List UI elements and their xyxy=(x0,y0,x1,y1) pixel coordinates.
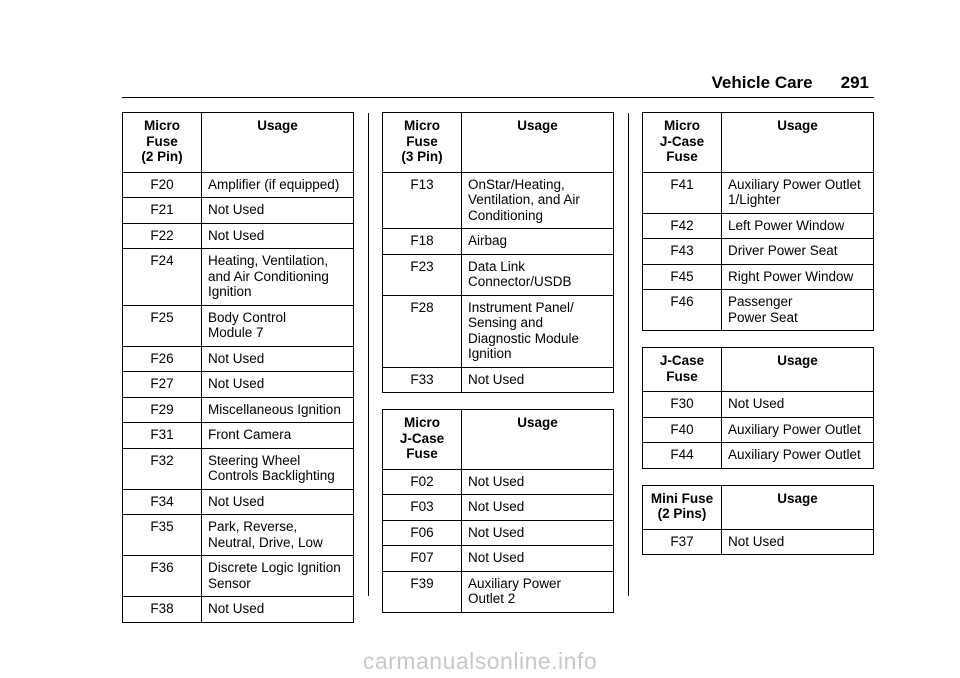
fuse-usage: Heating, Ventilation, and Air Conditioning Ignition xyxy=(202,249,354,306)
column-divider-1 xyxy=(368,113,369,596)
table-row xyxy=(383,495,614,521)
fuse-id: F35 xyxy=(123,515,202,556)
fuse-usage: Auxiliary Power Outlet xyxy=(722,443,874,469)
table-row xyxy=(123,515,354,556)
fuse-usage: Not Used xyxy=(202,346,354,372)
fuse-id: F40 xyxy=(643,417,722,443)
table-row xyxy=(123,372,354,398)
table-row xyxy=(123,198,354,224)
fuse-usage: Data Link Connector/USDB xyxy=(462,254,614,295)
table-header-row xyxy=(643,113,874,173)
page-number: 291 xyxy=(840,73,869,92)
fuse-id: F31 xyxy=(123,423,202,449)
fuse-id: F27 xyxy=(123,372,202,398)
fuse-table xyxy=(642,485,874,556)
fuse-usage: Amplifier (if equipped) xyxy=(202,172,354,198)
fuse-usage: Auxiliary Power Outlet 2 xyxy=(462,571,614,612)
fuse-column-3 xyxy=(642,112,874,571)
table-row xyxy=(643,172,874,213)
fuse-id: F38 xyxy=(123,597,202,623)
fuse-usage: Not Used xyxy=(462,469,614,495)
fuse-id: F43 xyxy=(643,239,722,265)
table-header-row xyxy=(643,348,874,392)
fuse-id: F36 xyxy=(123,556,202,597)
table-row xyxy=(123,223,354,249)
fuse-usage: Passenger Power Seat xyxy=(722,290,874,331)
fuse-id: F39 xyxy=(383,571,462,612)
fuse-id: F42 xyxy=(643,213,722,239)
table-row xyxy=(383,229,614,255)
fuse-usage: Miscellaneous Ignition xyxy=(202,397,354,423)
fuse-usage: Not Used xyxy=(202,223,354,249)
table-row xyxy=(383,295,614,367)
table-row xyxy=(383,469,614,495)
header-rule xyxy=(122,97,874,98)
usage-column-header: Usage xyxy=(202,113,354,173)
table-row xyxy=(123,423,354,449)
fuse-usage: Auxiliary Power Outlet xyxy=(722,417,874,443)
fuse-table xyxy=(382,409,614,613)
table-row xyxy=(643,239,874,265)
table-row xyxy=(123,346,354,372)
fuse-id: F34 xyxy=(123,489,202,515)
fuse-id: F32 xyxy=(123,448,202,489)
usage-column-header: Usage xyxy=(722,485,874,529)
fuse-usage: OnStar/Heating, Ventilation, and Air Conditioning xyxy=(462,172,614,229)
table-row xyxy=(643,290,874,331)
fuse-table xyxy=(642,112,874,331)
table-row xyxy=(123,172,354,198)
fuse-id: F37 xyxy=(643,529,722,555)
table-header-row xyxy=(383,410,614,470)
fuse-usage: Left Power Window xyxy=(722,213,874,239)
table-row xyxy=(383,571,614,612)
fuse-column-1 xyxy=(122,112,354,639)
fuse-usage: Not Used xyxy=(202,489,354,515)
table-row xyxy=(643,264,874,290)
fuse-id: F25 xyxy=(123,305,202,346)
usage-column-header: Usage xyxy=(462,113,614,173)
fuse-id: F41 xyxy=(643,172,722,213)
column-divider-2 xyxy=(628,113,629,596)
fuse-id: F02 xyxy=(383,469,462,495)
fuse-id: F33 xyxy=(383,367,462,393)
fuse-usage: Steering Wheel Controls Backlighting xyxy=(202,448,354,489)
fuse-id: F07 xyxy=(383,546,462,572)
fuse-usage: Not Used xyxy=(462,495,614,521)
fuse-usage: Driver Power Seat xyxy=(722,239,874,265)
fuse-id: F21 xyxy=(123,198,202,224)
fuse-id: F13 xyxy=(383,172,462,229)
table-row xyxy=(123,489,354,515)
table-row xyxy=(123,397,354,423)
table-row xyxy=(383,546,614,572)
fuse-column-header: Micro J-Case Fuse xyxy=(383,410,462,470)
table-row xyxy=(383,367,614,393)
table-row xyxy=(643,443,874,469)
table-row xyxy=(123,448,354,489)
table-row xyxy=(123,597,354,623)
table-row xyxy=(123,249,354,306)
table-row xyxy=(383,254,614,295)
fuse-usage: Right Power Window xyxy=(722,264,874,290)
fuse-usage: Discrete Logic Ignition Sensor xyxy=(202,556,354,597)
table-row xyxy=(643,392,874,418)
fuse-table xyxy=(382,112,614,393)
fuse-usage: Not Used xyxy=(202,597,354,623)
fuse-usage: Not Used xyxy=(462,520,614,546)
fuse-column-header: J-Case Fuse xyxy=(643,348,722,392)
fuse-usage: Not Used xyxy=(722,529,874,555)
fuse-usage: Auxiliary Power Outlet 1/Lighter xyxy=(722,172,874,213)
table-row xyxy=(123,556,354,597)
table-header-row xyxy=(643,485,874,529)
fuse-table xyxy=(122,112,354,623)
table-row xyxy=(123,305,354,346)
fuse-usage: Park, Reverse, Neutral, Drive, Low xyxy=(202,515,354,556)
table-row xyxy=(383,172,614,229)
fuse-id: F22 xyxy=(123,223,202,249)
fuse-usage: Body Control Module 7 xyxy=(202,305,354,346)
fuse-id: F45 xyxy=(643,264,722,290)
fuse-column-header: Micro Fuse (3 Pin) xyxy=(383,113,462,173)
fuse-id: F44 xyxy=(643,443,722,469)
fuse-column-2 xyxy=(382,112,614,629)
fuse-column-header: Micro J-Case Fuse xyxy=(643,113,722,173)
usage-column-header: Usage xyxy=(462,410,614,470)
fuse-id: F03 xyxy=(383,495,462,521)
section-title: Vehicle Care xyxy=(711,73,813,92)
fuse-usage: Instrument Panel/ Sensing and Diagnostic Module Ignition xyxy=(462,295,614,367)
fuse-id: F23 xyxy=(383,254,462,295)
table-row xyxy=(643,417,874,443)
usage-column-header: Usage xyxy=(722,348,874,392)
fuse-id: F06 xyxy=(383,520,462,546)
table-header-row xyxy=(383,113,614,173)
fuse-id: F18 xyxy=(383,229,462,255)
fuse-column-header: Mini Fuse (2 Pins) xyxy=(643,485,722,529)
table-header-row xyxy=(123,113,354,173)
fuse-table xyxy=(642,347,874,469)
fuse-usage: Not Used xyxy=(462,367,614,393)
fuse-id: F30 xyxy=(643,392,722,418)
fuse-usage: Not Used xyxy=(722,392,874,418)
table-row xyxy=(643,529,874,555)
fuse-id: F20 xyxy=(123,172,202,198)
fuse-id: F29 xyxy=(123,397,202,423)
table-row xyxy=(643,213,874,239)
fuse-id: F46 xyxy=(643,290,722,331)
fuse-id: F24 xyxy=(123,249,202,306)
watermark: carmanualsonline.info xyxy=(362,648,598,674)
fuse-id: F26 xyxy=(123,346,202,372)
fuse-id: F28 xyxy=(383,295,462,367)
fuse-usage: Not Used xyxy=(202,372,354,398)
fuse-usage: Front Camera xyxy=(202,423,354,449)
page-header xyxy=(712,73,870,93)
fuse-column-header: Micro Fuse (2 Pin) xyxy=(123,113,202,173)
usage-column-header: Usage xyxy=(722,113,874,173)
fuse-usage: Not Used xyxy=(202,198,354,224)
fuse-usage: Airbag xyxy=(462,229,614,255)
table-row xyxy=(383,520,614,546)
fuse-usage: Not Used xyxy=(462,546,614,572)
